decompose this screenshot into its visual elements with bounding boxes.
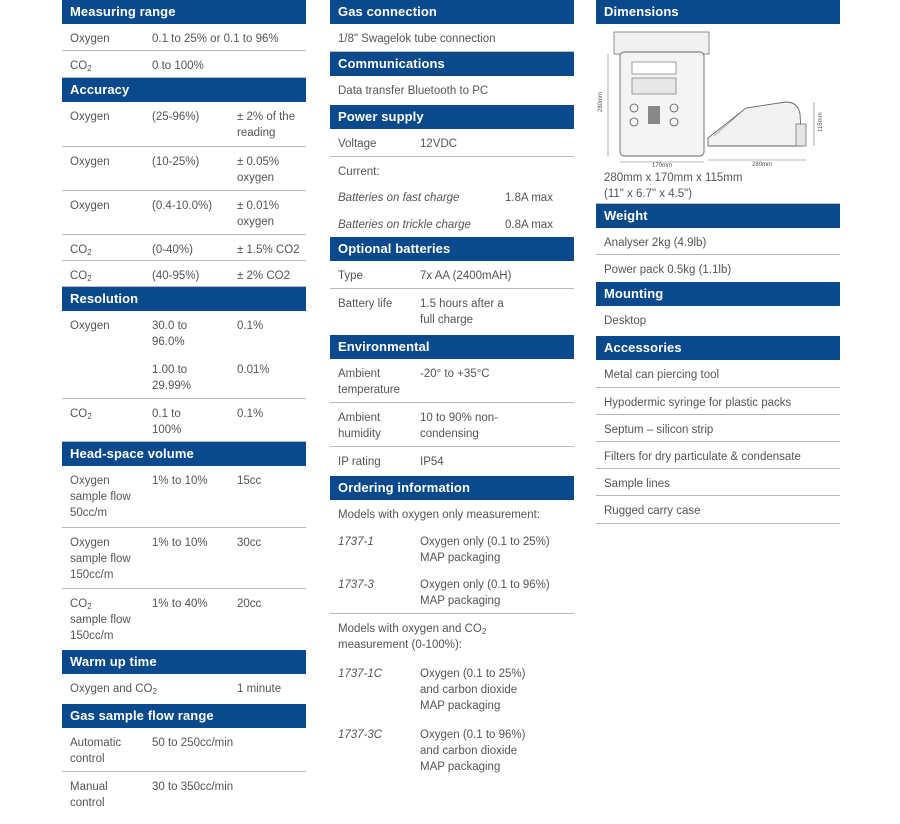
section-title-mounting: Mounting bbox=[596, 282, 840, 306]
dimensions-block bbox=[596, 24, 840, 204]
row-value: 1 minute bbox=[237, 683, 282, 695]
ordering-group bbox=[330, 614, 574, 784]
row-label: Ambient temperature bbox=[338, 368, 401, 396]
row-range: (10-25%) bbox=[152, 156, 200, 168]
row-label: Oxygen bbox=[70, 111, 110, 123]
table-row bbox=[62, 311, 306, 355]
row-label: Oxygen sample flow 50cc/m bbox=[70, 475, 131, 519]
row-value: ± 2% of the reading bbox=[237, 111, 296, 139]
column-2 bbox=[330, 0, 574, 784]
section-title-measuring-range: Measuring range bbox=[62, 0, 306, 24]
model-code: 1737-1C bbox=[338, 668, 383, 680]
section-title-ordering-information: Ordering information bbox=[330, 476, 574, 500]
table-row bbox=[62, 235, 306, 261]
group-label: Models with oxygen only measurement: bbox=[338, 509, 540, 521]
table-row bbox=[330, 24, 574, 52]
row-label: Batteries on fast charge bbox=[338, 192, 460, 204]
model-desc: Oxygen (0.1 to 96%) and carbon dioxide MAP packaging bbox=[420, 729, 526, 773]
row-label: Oxygen bbox=[70, 200, 110, 212]
table-row bbox=[62, 261, 306, 287]
section-title-environmental: Environmental bbox=[330, 335, 574, 359]
row-range: (0.4-10.0%) bbox=[152, 200, 213, 212]
row-value: ± 0.05% oxygen bbox=[237, 156, 280, 184]
table-row bbox=[62, 589, 306, 650]
list-item bbox=[596, 415, 840, 442]
table-row bbox=[62, 147, 306, 191]
column-3 bbox=[596, 0, 840, 524]
table-row bbox=[330, 76, 574, 105]
list-item bbox=[596, 469, 840, 496]
table-row bbox=[330, 129, 574, 157]
row-value: 30 to 350cc/min bbox=[152, 781, 234, 793]
list-item bbox=[596, 496, 840, 524]
row-label: Type bbox=[338, 270, 363, 282]
section-title-power-supply: Power supply bbox=[330, 105, 574, 129]
table-row bbox=[330, 403, 574, 447]
row-label: Oxygen sample flow 150cc/m bbox=[70, 537, 131, 581]
row-value: 7x AA (2400mAH) bbox=[420, 270, 512, 282]
row-range: 30.0 to 96.0% bbox=[152, 320, 188, 348]
list-item bbox=[596, 306, 840, 336]
row-value: 0 to 100% bbox=[152, 60, 204, 72]
row-value: 30cc bbox=[237, 537, 262, 549]
row-value: 50 to 250cc/min bbox=[152, 737, 234, 749]
table-row bbox=[62, 674, 306, 704]
row-value: 15cc bbox=[237, 475, 262, 487]
list-item bbox=[596, 255, 840, 282]
row-label: Manual control bbox=[70, 781, 108, 809]
row-label: Current: bbox=[338, 166, 380, 178]
list-item bbox=[596, 442, 840, 469]
table-row bbox=[62, 191, 306, 235]
row-text: Data transfer Bluetooth to PC bbox=[338, 85, 489, 97]
row-label-co2: $CO_2$ bbox=[70, 60, 92, 73]
row-value: -20° to +35°C bbox=[420, 368, 490, 380]
section-title-communications: Communications bbox=[330, 52, 574, 76]
length-label: 280mm bbox=[752, 162, 773, 168]
row-label: IP rating bbox=[338, 456, 381, 468]
table-row bbox=[330, 359, 574, 403]
row-text: Rugged carry case bbox=[604, 505, 701, 517]
row-text: 1/8" Swagelok tube connection bbox=[338, 33, 496, 45]
model-desc: Oxygen (0.1 to 25%) and carbon dioxide MAP packaging bbox=[420, 668, 526, 712]
dimensions-text-imperial: (11" x 6.7" x 4.5") bbox=[604, 188, 693, 200]
ordering-group bbox=[330, 500, 574, 614]
row-value: 1.8A max bbox=[505, 192, 553, 204]
row-label-co2: $CO_2$ bbox=[70, 408, 92, 421]
table-row bbox=[330, 289, 574, 335]
row-range: (0-40%) bbox=[152, 244, 193, 256]
table-row bbox=[62, 399, 306, 442]
table-row bbox=[62, 528, 306, 589]
row-range: (40-95%) bbox=[152, 270, 200, 282]
dimensions-text: 280mm x 170mm x 115mm bbox=[604, 172, 743, 184]
row-value: ± 0.01% oxygen bbox=[237, 200, 280, 228]
row-label: Ambient humidity bbox=[338, 412, 381, 440]
row-label: Voltage bbox=[338, 138, 377, 150]
row-value: 20cc bbox=[237, 598, 262, 610]
row-value: IP54 bbox=[420, 456, 444, 468]
section-title-head-space-volume: Head-space volume bbox=[62, 442, 306, 466]
section-title-warm-up-time: Warm up time bbox=[62, 650, 306, 674]
row-label: Oxygen bbox=[70, 156, 110, 168]
model-code: 1737-1 bbox=[338, 536, 374, 548]
row-range: 0.1 to 100% bbox=[152, 408, 182, 436]
table-row bbox=[62, 102, 306, 147]
table-row bbox=[62, 772, 306, 816]
row-text: Metal can piercing tool bbox=[604, 369, 720, 381]
row-label-co2: $CO_2$ bbox=[70, 244, 92, 257]
list-item bbox=[596, 388, 840, 415]
table-row bbox=[62, 51, 306, 78]
table-row bbox=[330, 447, 574, 476]
row-value: 10 to 90% non-condensing bbox=[420, 412, 499, 440]
row-value: ± 1.5% CO2 bbox=[237, 244, 300, 256]
row-value: 0.8A max bbox=[505, 219, 553, 231]
model-code: 1737-3C bbox=[338, 729, 383, 741]
width-label: 170mm bbox=[652, 163, 673, 168]
row-label-co2-flow: $CO_2$ sample flow 150cc/m bbox=[70, 598, 131, 642]
section-title-gas-connection: Gas connection bbox=[330, 0, 574, 24]
row-label: Battery life bbox=[338, 298, 393, 310]
section-title-accessories: Accessories bbox=[596, 336, 840, 360]
table-row bbox=[62, 355, 306, 399]
table-row bbox=[330, 157, 574, 183]
row-label-co2: $CO_2$ bbox=[70, 270, 92, 283]
height-label: 280mm bbox=[598, 91, 604, 112]
list-item bbox=[596, 228, 840, 255]
row-range: 1% to 10% bbox=[152, 475, 208, 487]
row-value: 0.01% bbox=[237, 364, 270, 376]
table-row bbox=[330, 210, 574, 237]
row-value: 0.1 to 25% or 0.1 to 96% bbox=[152, 33, 279, 45]
device-dimension-drawing bbox=[596, 28, 840, 168]
model-desc: Oxygen only (0.1 to 25%) MAP packaging bbox=[420, 536, 550, 564]
table-row bbox=[330, 261, 574, 289]
table-row bbox=[62, 466, 306, 528]
section-title-weight: Weight bbox=[596, 204, 840, 228]
list-item bbox=[596, 360, 840, 388]
row-text: Desktop bbox=[604, 315, 647, 327]
row-text: Analyser 2kg (4.9lb) bbox=[604, 237, 707, 249]
row-range: 1% to 40% bbox=[152, 598, 208, 610]
row-range: 1.00 to 29.99% bbox=[152, 364, 192, 392]
row-value: 12VDC bbox=[420, 138, 458, 150]
row-label: Oxygen bbox=[70, 33, 110, 45]
row-label: Oxygen bbox=[70, 320, 110, 332]
row-text: Septum – silicon strip bbox=[604, 424, 714, 436]
section-title-accuracy: Accuracy bbox=[62, 78, 306, 102]
row-label-oxygen-co2: Oxygen and $CO_2$ bbox=[70, 683, 157, 696]
row-value: 0.1% bbox=[237, 320, 264, 332]
table-row bbox=[62, 728, 306, 772]
row-text: Power pack 0.5kg (1.1lb) bbox=[604, 264, 732, 276]
row-value: 1.5 hours after a full charge bbox=[420, 298, 504, 326]
row-range: (25-96%) bbox=[152, 111, 200, 123]
row-text: Sample lines bbox=[604, 478, 670, 490]
section-title-optional-batteries: Optional batteries bbox=[330, 237, 574, 261]
section-title-resolution: Resolution bbox=[62, 287, 306, 311]
row-range: 1% to 10% bbox=[152, 537, 208, 549]
model-desc: Oxygen only (0.1 to 96%) MAP packaging bbox=[420, 579, 550, 607]
row-label: Batteries on trickle charge bbox=[338, 219, 471, 231]
model-code: 1737-3 bbox=[338, 579, 374, 591]
row-value: ± 2% CO2 bbox=[237, 270, 290, 282]
row-value: 0.1% bbox=[237, 408, 264, 420]
depth-label: 115mm bbox=[818, 112, 824, 132]
column-1 bbox=[62, 0, 306, 816]
section-title-gas-sample-flow-range: Gas sample flow range bbox=[62, 704, 306, 728]
group-label-co2: Models with oxygen and $CO_2$ measurement (0-100%): bbox=[338, 623, 487, 651]
row-text: Hypodermic syringe for plastic packs bbox=[604, 397, 792, 409]
table-row bbox=[330, 183, 574, 210]
row-label: Automatic control bbox=[70, 737, 122, 765]
table-row bbox=[62, 24, 306, 51]
section-title-dimensions: Dimensions bbox=[596, 0, 840, 24]
row-text: Filters for dry particulate & condensate bbox=[604, 451, 801, 463]
